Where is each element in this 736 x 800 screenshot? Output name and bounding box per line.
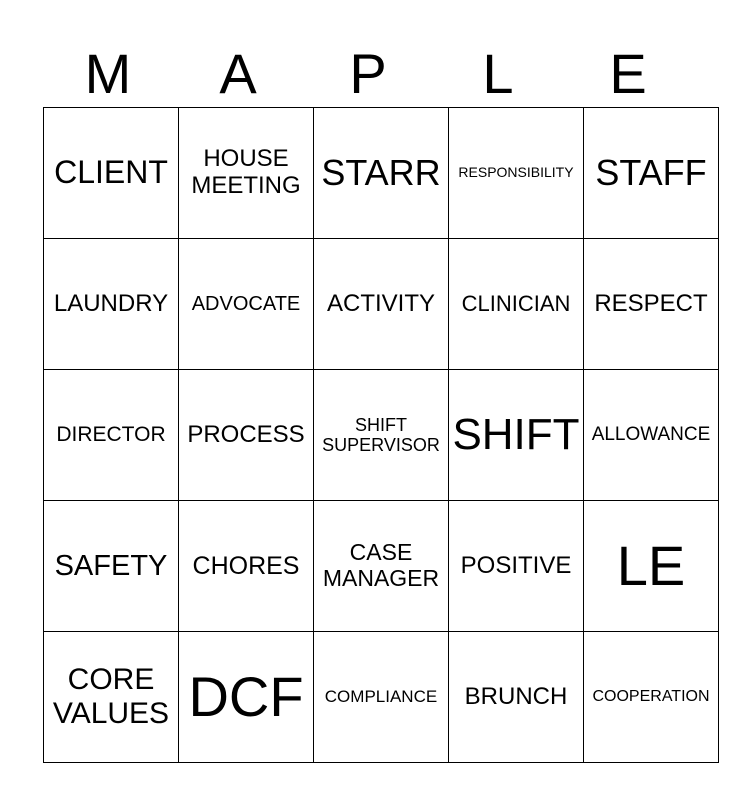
bingo-cell[interactable]: HOUSE MEETING — [179, 108, 314, 239]
bingo-header — [43, 42, 693, 106]
bingo-cell[interactable]: ADVOCATE — [179, 239, 314, 370]
board-row — [44, 370, 719, 501]
bingo-cell[interactable]: ALLOWANCE — [584, 370, 719, 501]
bingo-cell[interactable]: CASE MANAGER — [314, 501, 449, 632]
bingo-cell[interactable]: SHIFT — [449, 370, 584, 501]
bingo-cell[interactable]: CHORES — [179, 501, 314, 632]
header-letter-m: M — [84, 42, 132, 105]
bingo-board — [43, 107, 719, 763]
bingo-cell[interactable]: DCF — [179, 632, 314, 763]
bingo-cell[interactable]: RESPECT — [584, 239, 719, 370]
board-row — [44, 501, 719, 632]
header-letter-p: P — [349, 42, 387, 105]
bingo-cell[interactable]: ACTIVITY — [314, 239, 449, 370]
header-letter-e: E — [609, 42, 647, 105]
bingo-cell[interactable]: DIRECTOR — [44, 370, 179, 501]
board-row — [44, 239, 719, 370]
bingo-cell[interactable]: COOPERATION — [584, 632, 719, 763]
bingo-cell[interactable]: CLIENT — [44, 108, 179, 239]
bingo-cell[interactable]: CLINICIAN — [449, 239, 584, 370]
bingo-cell[interactable]: BRUNCH — [449, 632, 584, 763]
bingo-cell[interactable]: CORE VALUES — [44, 632, 179, 763]
bingo-cell[interactable]: LE — [584, 501, 719, 632]
board-row — [44, 632, 719, 763]
bingo-cell[interactable]: PROCESS — [179, 370, 314, 501]
bingo-cell[interactable]: STAFF — [584, 108, 719, 239]
header-letter-a: A — [219, 42, 257, 105]
bingo-cell[interactable]: STARR — [314, 108, 449, 239]
bingo-cell[interactable]: LAUNDRY — [44, 239, 179, 370]
bingo-cell[interactable]: RESPONSIBILITY — [449, 108, 584, 239]
bingo-cell[interactable]: POSITIVE — [449, 501, 584, 632]
bingo-cell[interactable]: SHIFT SUPERVISOR — [314, 370, 449, 501]
bingo-cell[interactable]: COMPLIANCE — [314, 632, 449, 763]
board-row — [44, 108, 719, 239]
header-letter-l: L — [482, 42, 514, 105]
bingo-cell[interactable]: SAFETY — [44, 501, 179, 632]
